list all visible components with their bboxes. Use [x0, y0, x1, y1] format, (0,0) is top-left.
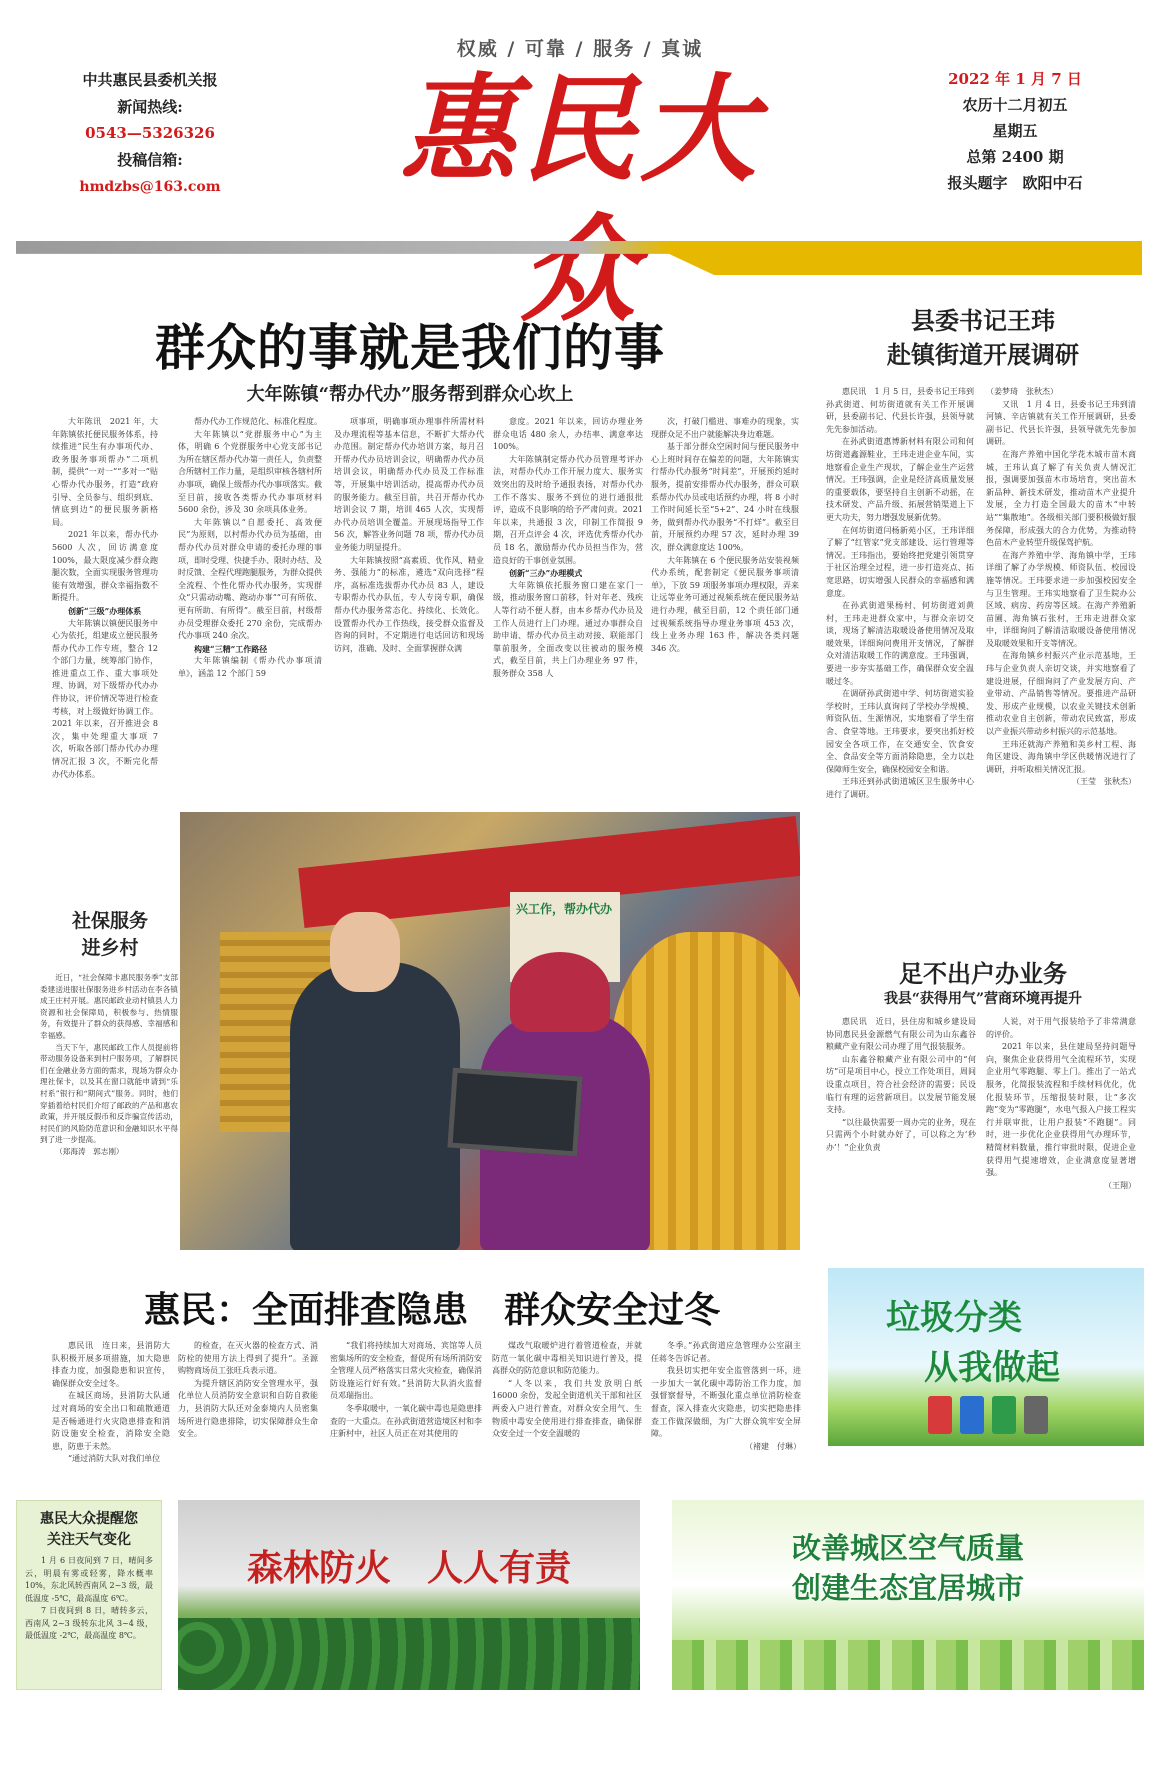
business-subhead: 我县“获得用气”营商环境再提升	[883, 991, 1083, 1007]
air-quality-ad	[672, 1500, 1144, 1690]
safety-headline: 惠民：全面排查隐患 群众安全过冬	[143, 1289, 720, 1331]
bin-gray-icon	[1024, 1396, 1048, 1434]
sidebar-byline-2: （王莹 张秋杰）	[1072, 777, 1136, 787]
safety-column-4: 煤改气取暖炉进行着管道检查，并就防范一氧化碳中毒相关知识进行普及，提高群众的防范意识和防范能力。 “人冬以来，我们共发放明白纸 16000 余份，发起全街道机关干部和社区两委入户进行普查，对群众安全用气、生物质中毒安全使用进行排查排查，确保群众安全过一个安全温暖的	[492, 1341, 642, 1439]
business-column-1: 惠民讯 近日，县住房和城乡建设局协同惠民县金源燃气有限公司为山东鑫谷粮藏产业有限公司办理了用气报装服务。 山东鑫谷粮藏产业有限公司中的“何坊”可是项目中心，授立工作处项目，周间设重点项目，符合社会经济的需要；民设临行有理的运营新项目。以发展节能发展支持。 “以往最快需要一周办完的业务，现在只需两个小时就办好了，可以称之为‘秒办’！”企业负责	[826, 1017, 976, 1152]
air-ad-line-2: 创建生态宜居城市	[791, 1571, 1024, 1605]
photo-tablet	[447, 1068, 582, 1157]
sidebar-title-line-1: 县委书记王玮	[911, 306, 1055, 335]
social-byline: （郑海涛 郭志刚）	[55, 1146, 124, 1156]
social-title	[40, 908, 180, 962]
safety-column-2: 的检查，在灭火器的检查方式、消防栓的使用方法上得到了提升”。圣源购物商场员工张旺兵表示道。 为提升辖区消防安全管理水平，强化单位人员消防安全意识和自防自救能力，县消防大队还对金泰境内人员密集场所进行隐患排除，切实保障群众生命安全。	[178, 1341, 318, 1439]
hotline-number: 0543—5326326	[85, 124, 215, 142]
safety-column-5: 冬季。”孙武街道应急管理办公室副主任蒋冬告诉记者。 我县切实把年安全监管落到一环，进一步加大一氧化碳中毒防治工作力度，加强督察督导，不断强化重点单位消防检查督查，深入排查火灾隐患，切实把隐患排查工作做深做细，为广大群众筑牢安全屏障。 （褚建 付琳）	[651, 1340, 801, 1468]
lunar-date: 农历十二月初五	[962, 96, 1068, 114]
forest-ad-text: 森林防火 人人有责	[246, 1548, 571, 1589]
garbage-ad	[828, 1268, 1144, 1446]
calligraphy-credit: 报头题字 欧阳中石	[947, 174, 1083, 192]
email-address: hmdzbs@163.com	[79, 179, 221, 195]
social-title-line-2: 进乡村	[81, 937, 139, 959]
photo-woman-hat	[510, 952, 610, 1032]
newspaper-title: 惠民大众	[400, 62, 760, 338]
news-photo	[180, 812, 800, 1250]
photo-sign-text: 兴工作，帮办代办	[516, 902, 613, 916]
lead-headline: 群众的事就是我们的事	[155, 319, 665, 377]
masthead-right-info	[915, 66, 1115, 196]
email-label: 投稿信箱:	[117, 151, 183, 169]
issue-number: 总第 2400 期	[966, 148, 1064, 166]
lead-column-1: 大年陈讯 2021 年，大年陈镇依托便民服务体系，持续推进“民生有办事项代办、政务服务事项帮办”二项机制，提供“一对一”“多对一”贴心帮办代办服务，打造“政府引导、全员参与、组织到底、情底到边”的便民服务新格局。 2021 年以来，帮办代办 5600 人次，回访满意度 100%，最大限度减少群众跑腿次数，全面实现服务管理功能有效增强，群众幸福指数不断提升。 创新“三级”办理体系 大年陈镇以镇便民服务中心为依托，组建成立便民服务帮办代办工作专班，整合 12 个部门力量，统筹部门协作，推进重点工作、重大事项处理、协调，对下级帮办代办办件协议，评价情况等进行检查考核，对上级做好协调工作。2021 年以来，召开推进会 8 次，集中处理重大事项 7 次，听取各部门帮办代办办理情况汇报 3 次，不断完化帮办代办体系。	[52, 417, 158, 779]
social-body: 近日，“社会保障卡惠民服务季”支部委建送进服社保服务进乡村活动在李各镇成王庄村开展。惠民邮政业动村镇县人力资源和社会保障局，积极参与、热情服务，有效提升了群众的获得感、幸福感和幸福感。 当天下午，惠民邮政工作人员提前将带动服务设备来到村户服务项，了解群民们在金融业务方面的需求，现场为群众办理社保卡，以及其在窗口就能申请到“乐村系”银行和“期间式”服务。同时，他们穿插着给村民们介绍了邮政的产品和惠农政策，并开展反假币和反诈骗宣传活动，村民们的风险防范意识和金融知识水平得到了进一步提高。 （郑海涛 郭志刚）	[40, 973, 178, 1156]
bin-blue-icon	[960, 1396, 984, 1434]
photo-man-head	[330, 912, 400, 992]
sidebar-title-line-2: 赴镇街道开展调研	[887, 340, 1079, 369]
safety-byline: （褚建 付琳）	[745, 1441, 801, 1451]
slogan: 权威 / 可靠 / 服务 / 真诚	[456, 38, 704, 60]
tree-row	[178, 1618, 640, 1690]
lead-column-5: 次，打破门槛进、事难办的现象，实现群众足不出户就能解决身边难题。 基于部分群众空闲时间与便民服务中心上班时间存在偏差的问题，大年陈镇实行帮办代办服务“时间差”，开展预约延时服务，提前安排帮办代办服务，群众可联系帮办代办员或电话预约办理，将 8 小时工作时间延长至“5+2”、24 小时在线服务，做到帮办代办服务“不打烊”。截至目前，开展预约办理 57 次，延时办理 39 次，群众满意度达 100%。 大年陈镇在 6 个便民服务站安装视频代办系统，配套制定《便民服务事项清单》，下放 59 项服务事项办理权限，弄来让远等业务可通过视频系统在便民服务站进行办理，截至目前，12 个责任部门通过视频系统指导办理业务事项 453 次，线上业务办理 163 件，解决各类问题 346 次。	[651, 417, 799, 653]
social-title-line-1: 社保服务	[71, 910, 148, 932]
sidebar-title	[838, 304, 1128, 372]
weekday: 星期五	[992, 122, 1038, 140]
safety-column-3: “我们将持续加大对商场、宾馆等人员密集场所的安全检查，督促所有场所消防安全管理人员严格落实日常火灾检查，确保消防设施运行好有效。”县消防大队消火监督员邓瑞指出。 冬季取暖中，一氧化碳中毒也是隐患排查的一大重点。在孙武街道营造境区村和李庄新村中，社区人员正在对其使用的	[330, 1341, 482, 1439]
sidebar-column-2: （姜梦琦 张秋杰） 又讯 1 月 4 日，县委书记王玮到清河镇、辛店镇就有关工作开展调研，县委副书记、代县长许强，县领导就先先参加调研。 在海产养殖中国化学花木城市苗木商城，王玮认真了解了有关负责人情况汇报，强调要加强苗木市场培育，突出苗木新品种、新技术研发，推动苗木产业提升发展，全力打造全国最大的苗木“中转站”“集散地”。各级相关部门要积极做好服务保障，形成强大的合力优势，为推动特色苗木产业转型升级保驾护航。 在海产养殖中学、海角镇中学，王玮详细了解了办学规模、师资队伍、校园设施等情况。王玮要求进一步加强校园安全与卫生管理。王玮实地察看了卫生院办公区域、病房、药房等区域。在海产养殖新苗圃、海角镇石张村，王玮走进群众家中，详细询问了解清洁取暖设备使用情况及取暖效果和开支等情况。 在海角镇乡村振兴产业示范基地，王玮与企业负责人亲切交谈，并实地察看了建设进展，仔细询问了产业发展方向、产业带动、产品销售等情况。要推进产品研发、形成产业规模，以农业关键技术创新推动农业自主创新，带动农民致富，形成以产业振兴带动乡村振兴的示范基地。 王玮还就海产养殖和美乡村工程、海角区建设、海角镇中学区供暖情况进行了调研，并听取相关情况汇报。 （王莹 张秋杰）	[986, 386, 1136, 914]
weather-box	[16, 1500, 162, 1690]
weather-title-line-1: 惠民大众提醒您	[40, 1511, 138, 1527]
bin-red-icon	[928, 1396, 952, 1434]
garbage-ad-line-1: 垃圾分类	[886, 1298, 1022, 1338]
sidebar-byline-1: （姜梦琦 张秋杰）	[986, 387, 1058, 396]
hotline-label: 新闻热线:	[117, 98, 183, 116]
business-byline: （王翔）	[1104, 1180, 1136, 1190]
weather-title-line-2: 关注天气变化	[47, 1532, 131, 1548]
lead-subhead: 大年陈镇“帮办代办”服务帮到群众心坎上	[246, 384, 574, 405]
org-name: 中共惠民县委机关报	[82, 71, 218, 89]
bin-green-icon	[992, 1396, 1016, 1434]
forest-ad	[178, 1500, 640, 1690]
air-ad-line-1: 改善城区空气质量	[791, 1531, 1024, 1565]
business-column-2: 人说，对于用气报装给予了非常满意的评价。 2021 年以来，县住建局坚持问题导向，聚焦企业获得用气全流程环节，实现企业用气零跑腿、零上门。推出了一站式服务，化简报装流程和手续材料优化，优化报装环节，压缩报装时限，让“多次跑”变为“零跑腿”，水电气报入户接工程实行并联审批，让用户报装“不跑腿”。同时，进一步优化企业获得用气办理环节，精简材料数量，推行审批时限，促进企业获得用气提速增效，企业满意度显著增强。 （王翔）	[986, 1016, 1136, 1228]
masthead-left-info	[40, 66, 260, 200]
safety-column-1: 惠民讯 连日来，县消防大队积极开展多项措施，加大隐患排查力度，加强隐患和识宣传，确保群众安全过冬。 在城区商场，县消防大队通过对商场的安全出口和疏散通道是否畅通进行火灾隐患排查和消防设施安全检查，消除安全隐患，防患于未然。 “通过消防大队对我们单位	[52, 1341, 170, 1464]
photo-man	[290, 962, 460, 1250]
lead-column-3: 项事项，明确事项办理事件所需材料及办理流程等基本信息，不断扩大帮办代办范围。制定帮办代办培训方案，每月召开帮办代办员培训会议，明确帮办代办员培训会议，明确帮办代办员及工作标准等，开展集中培训活动，提高帮办代办员的服务能力。截至目前，共召开帮办代办培训会议 7 期，培训 465 人次，实现帮办代办员培训全覆盖。开展现场指导工作 56 次，解答业务问题 78 项，帮办代办员业务能力明显提升。 大年陈镇按照“高素质、优作风、精业务、强能力”的标准，遴选“双向选择”程序，高标准选拔帮办代办员 83 人，建设专职帮办代办队伍，专人专岗专职，确保帮办代办服务常态化、持续化、长效化。设置帮办代办工作热线，接受群众监督及咨询的同时，不定期进行电话回访和现场访问，准确、及时、全面掌握群众满	[334, 417, 484, 653]
weather-body: 1 月 6 日夜间到 7 日，晴间多云，明晨有雾或轻雾，降水概率 10%，东北风转西南风 2~3 级，最低温度 -5℃，最高温度 6℃。 7 日夜间到 8 日，晴转多云，西南风 2~3 级转东北风 3~4 级，最低温度 -2℃，最高温度 8℃。	[25, 1556, 153, 1640]
sidebar-column-1: 惠民讯 1 月 5 日，县委书记王玮到孙武街道、何坊街道就有关工作开展调研，县委副书记、代县长许强，县领导就先先参加活动。 在孙武街道惠博新材料有限公司和何坊街道鑫源鞋业，王玮走进企业车间，实地察看企业生产现状，了解企业生产运营情况。王玮强调，企业是经济高质量发展的重要载体，要坚持自主创新不动摇，在技术研发、产品升级、拓展营销渠道上下更大功夫，努力增强发展新优势。 在何坊街道闫杨新苑小区，王玮详细了解了“红管家”党支部建设、运行管理等情况。王玮指出，要始终把党建引领贯穿于社区治理全过程，进一步打造亮点、拓宽思路，切实增强人民群众的幸福感和满意度。 在孙武街道果杨村、何坊街道刘黄村，王玮走进群众家中，与群众亲切交谈，现场了解清洁取暖设备使用情况及取暖效果，详细询问费用开支情况，了解群众对清洁取暖工作的满意度。王玮强调，要进一步夯实基础工作，确保群众安全温暖过冬。 在调研孙武街道中学、何坊街道实验学校时，王玮认真询问了学校办学规模、师资队伍、生源情况，实地察看了学生宿舍、食堂等地。王玮要求，要突出抓好校园安全各项工作，在交通安全、饮食安全、食品安全等方面消除隐患，全力以赴保障师生安全，确保校园安全和谐。 王玮还到孙武街道城区卫生服务中心进行了调研。	[826, 387, 974, 799]
garbage-ad-line-2: 从我做起	[924, 1348, 1060, 1388]
issue-date: 2022 年 1 月 7 日	[948, 70, 1082, 88]
business-headline: 足不出户办业务	[899, 959, 1067, 988]
lead-column-4: 意度。2021 年以来，回访办理业务群众电话 480 余人，办结率、满意率达 100%。 大年陈镇制定帮办代办员管理考评办法，对帮办代办工作开展力度大、服务实效突出的及时给予通报表扬，对帮办代办工作不落实、服务不到位的进行通报批评，造成不良影响的给予严肃问责。2021 年以来，共通报 3 次，印制工作简报 9 期，召开点评会 4 次，评选优秀帮办代办员 18 名，激励帮办代办员担当作为，营造良好的干事创业氛围。 创新“三办”办理模式 大年陈镇依托服务窗口建在家门一级，推动服务窗口前移，针对年老、残疾人等行动不便人群，由本乡帮办代办员及工作人员进行上门办理。通过办事群众自助申请、帮办代办员主动对接、联能部门靠前服务，全面改变以往被动的服务模式，截至目前，共上门办理业务 97 件，服务群众 358 人	[493, 417, 643, 678]
lead-column-2: 帮办代办工作规范化、标准化程度。 大年陈镇以“党群服务中心”为主体，明确 6 个党群服务中心党支部书记为所在辖区帮办代办第一责任人，负责整合所辖村工作力量，是组织审核各辖村所办事项，确保上级帮办代办事项落实。截至目前，接收各类帮办代办事项材料 5600 余份，涉及 30 余项具体业务。 大年陈镇以“自愿委托、高效便民”为原则，以村帮办代办员为基础，由帮办代办员对群众申请的委托办理的事项，即时受理、快捷手办、限时办结、及时反馈、全程代理跑腿服务，为群众提供全流程、个性化帮办代办服务，实现群众“只需动动嘴、跑动办事”“可有所依、更有所助、有所得”。截至目前，村级帮办员受理群众委托 270 余份，完成帮办代办事项 240 余次。 构建“三精”工作路径 大年陈镇编制《帮办代办事项清单》，涵盖 12 个部门 59	[178, 417, 322, 678]
city-skyline	[672, 1640, 1144, 1690]
